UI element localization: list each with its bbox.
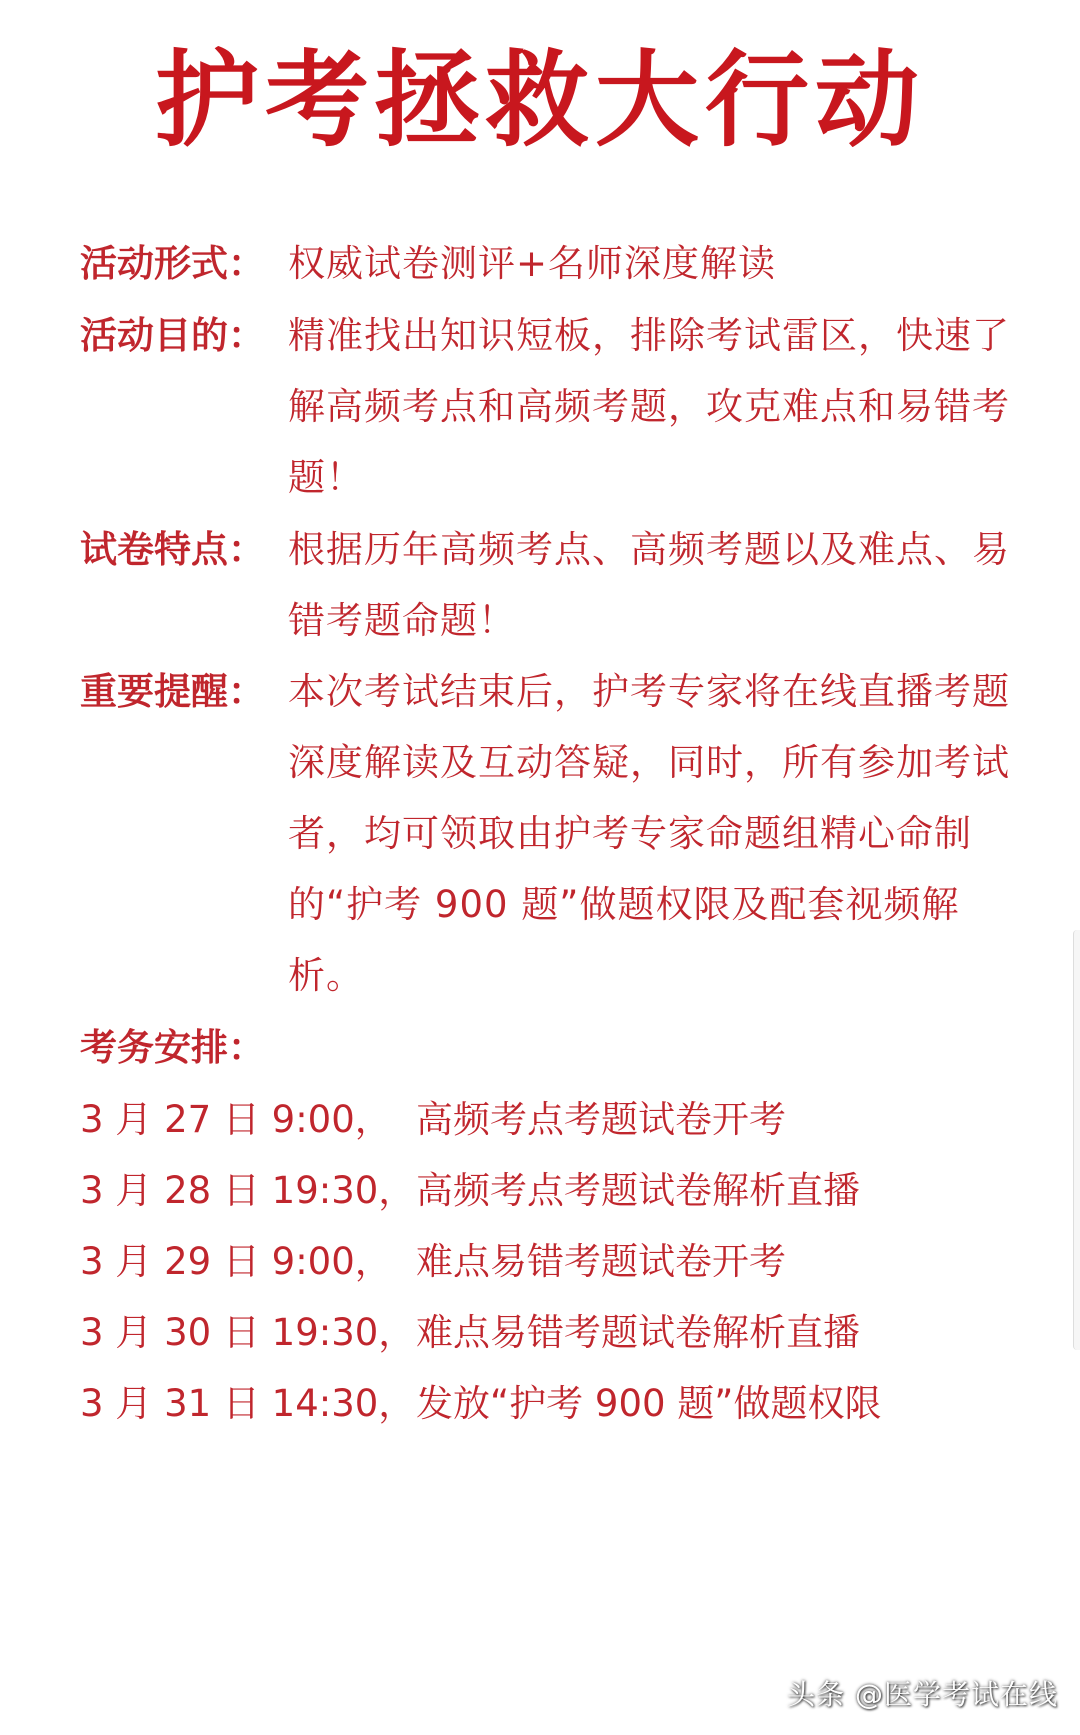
watermark: 头条 @医学考试在线: [787, 1678, 1058, 1711]
scroll-edge: [1073, 930, 1080, 1350]
schedule-date: 3 月 28 日 19:30，: [80, 1169, 416, 1212]
important-reminder-text: 本次考试结束后，护考专家将在线直播考题深度解读及互动答疑，同时，所有参加考试者，均可领取由护考专家命题组精心命制的“护考 900 题”做题权限及配套视频解析。: [288, 670, 1010, 997]
schedule-event: 发放“护考 900 题”做题权限: [416, 1382, 882, 1425]
activity-format: [80, 228, 1030, 300]
schedule-date: 3 月 31 日 14:30，: [80, 1382, 416, 1425]
schedule-event: 高频考点考题试卷解析直播: [416, 1169, 860, 1212]
activity-format-label: 活动形式：: [80, 242, 265, 285]
schedule-header: [80, 1012, 1030, 1084]
schedule-item: [80, 1226, 786, 1298]
schedule-event: 难点易错考题试卷开考: [416, 1240, 786, 1283]
schedule-item: [80, 1297, 860, 1369]
paper-features-text: 根据历年高频考点、高频考题以及难点、易错考题命题！: [288, 528, 1010, 642]
schedule-label: 考务安排：: [80, 1026, 265, 1069]
paper-features: [80, 514, 1030, 656]
page-title: 护考拯救大行动: [154, 39, 925, 161]
paper-features-label: 试卷特点：: [80, 528, 265, 571]
schedule-date: 3 月 29 日 9:00，: [80, 1240, 392, 1283]
activity-format-text: 权威试卷测评+名师深度解读: [288, 242, 777, 285]
schedule-item: [80, 1155, 860, 1227]
schedule-event: 高频考点考题试卷开考: [416, 1098, 786, 1141]
schedule-item: [80, 1368, 881, 1440]
schedule-date: 3 月 30 日 19:30，: [80, 1311, 416, 1354]
schedule-event: 难点易错考题试卷解析直播: [416, 1311, 860, 1354]
activity-purpose: [80, 300, 1030, 513]
schedule-item: [80, 1084, 786, 1156]
activity-purpose-text: 精准找出知识短板，排除考试雷区，快速了解高频考点和高频考题，攻克难点和易错考题！: [288, 314, 1010, 499]
schedule-date: 3 月 27 日 9:00，: [80, 1098, 392, 1141]
important-reminder-label: 重要提醒：: [80, 670, 265, 713]
important-reminder: [80, 656, 1030, 1011]
activity-purpose-label: 活动目的：: [80, 314, 265, 357]
